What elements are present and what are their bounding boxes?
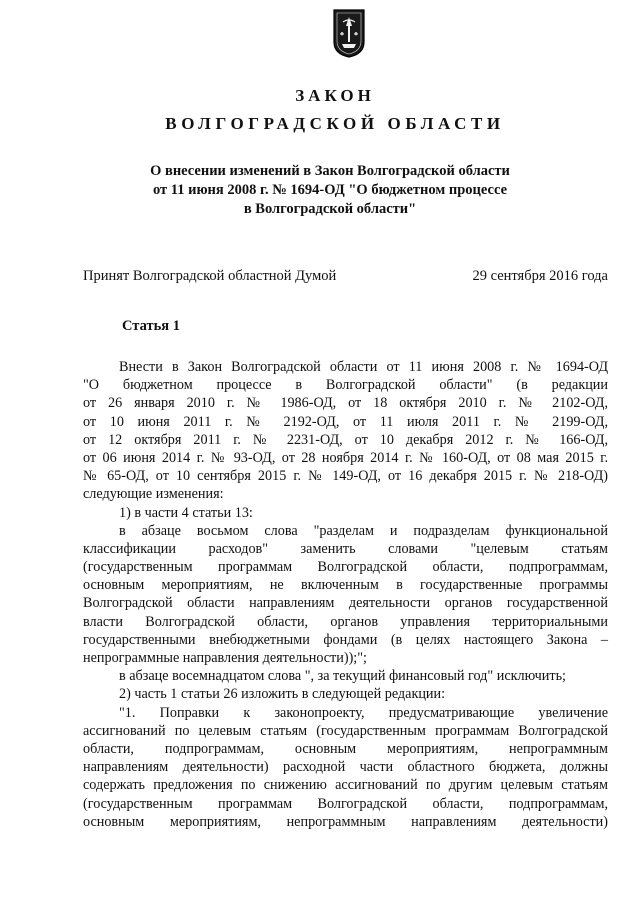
article-line: государственными внебюджетными фондами (в целях настоящего Закона – <box>83 631 608 648</box>
article-line: от 12 октября 2011 г. № 2231-ОД, от 10 декабря 2012 г. № 166-ОД, <box>83 431 608 448</box>
article-line: ассигнований по целевым статьям (государственным программам Волгоградской <box>83 722 608 739</box>
article-line: содержать предложения по снижению ассигнований по другим целевым статьям <box>83 777 608 794</box>
article-line: от 10 июня 2011 г. № 2192-ОД, от 11 июля 2011 г. № 2199-ОД, <box>83 413 608 430</box>
article-line: основным мероприятиям, непрограммным направлениям деятельности) <box>83 813 608 830</box>
volgograd-coat-of-arms-icon <box>332 8 366 58</box>
subtitle-line: в Волгоградской области" <box>243 201 417 217</box>
article-line: "1. Поправки к законопроекту, предусматривающие увеличение <box>119 704 608 721</box>
article-line: от 06 июня 2014 г. № 93-ОД, от 28 ноября 2014 г. № 160-ОД, от 08 мая 2015 г. <box>83 449 608 466</box>
article-line: направлениям деятельности) расходной части областного бюджета, должны <box>83 759 608 776</box>
subtitle-line: от 11 июня 2008 г. № 1694-ОД "О бюджетном процессе <box>152 182 508 198</box>
article-line: (государственным программам Волгоградской области, подпрограммам, <box>83 559 608 576</box>
article-line: следующие изменения: <box>83 486 224 503</box>
adoption-date: 29 сентября 2016 года <box>472 268 608 284</box>
article-line: 1) в части 4 статьи 13: <box>119 504 253 521</box>
article-line: классификации расходов" заменить словами "целевым статьям <box>83 540 608 557</box>
article-body <box>83 358 608 831</box>
article-line: власти Волгоградской области, органов управления территориальными <box>83 613 608 630</box>
law-subtitle <box>110 162 550 219</box>
article-line: "О бюджетном процессе в Волгоградской области" (в редакции <box>83 377 608 394</box>
law-region-title: ВОЛГОГРАДСКОЙ ОБЛАСТИ <box>165 114 505 133</box>
article-line: в абзаце восемнадцатом слова ", за текущий финансовый год" исключить; <box>119 668 566 685</box>
subtitle-line: О внесении изменений в Закон Волгоградской области <box>150 163 510 179</box>
article-line: области, подпрограммам, основным мероприятиям, непрограммным <box>83 740 608 757</box>
article-line: 2) часть 1 статьи 26 изложить в следующей редакции: <box>119 686 446 703</box>
article-line: № 65-ОД, от 10 сентября 2015 г. № 149-ОД, от 16 декабря 2015 г. № 218-ОД) <box>83 468 608 485</box>
article-line: (государственным программам Волгоградской области, подпрограммам, <box>83 795 608 812</box>
article-heading: Статья 1 <box>122 318 180 334</box>
article-line: непрограммные направления деятельности));"; <box>83 650 367 666</box>
article-line: от 26 января 2010 г. № 1986-ОД, от 18 октября 2010 г. № 2102-ОД, <box>83 395 608 412</box>
article-line: Внести в Закон Волгоградской области от 11 июня 2008 г. № 1694-ОД <box>119 359 608 375</box>
adopted-by-text: Принят Волгоградской областной Думой <box>83 268 337 284</box>
article-line: в абзаце восьмом слова "разделам и подразделам функциональной <box>119 522 608 539</box>
article-line: основным мероприятиям, не включенным в государственные программы <box>83 577 608 594</box>
article-line: Волгоградской области направлениям деятельности органов государственной <box>83 595 608 612</box>
law-title: ЗАКОН <box>295 86 375 105</box>
